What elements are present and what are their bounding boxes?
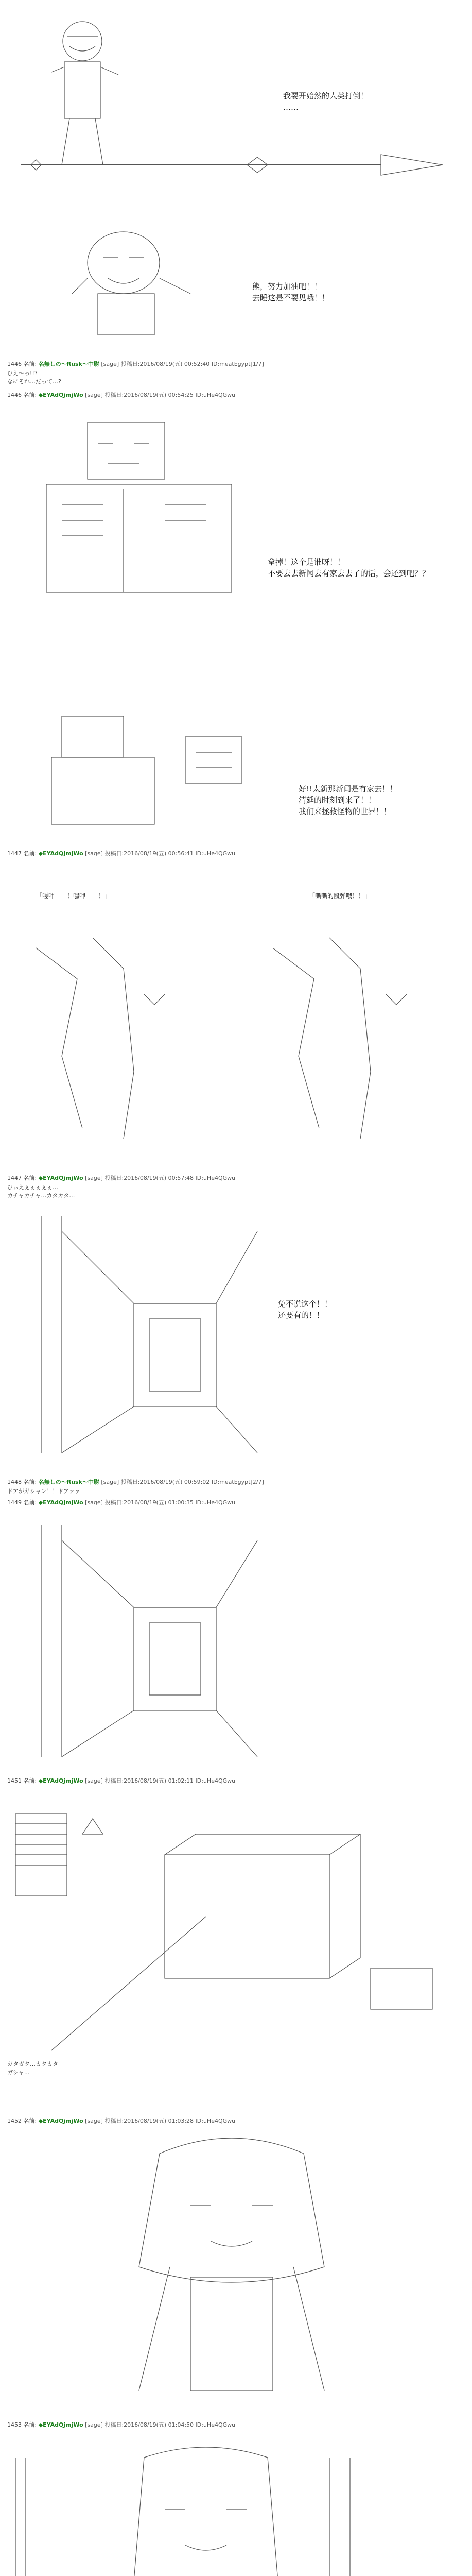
dialogue-line: 我们来拯救怪物的世界！！ xyxy=(299,807,392,816)
post-number: 1449 xyxy=(7,1499,22,1506)
dialogue-4 xyxy=(299,783,397,817)
post-header xyxy=(7,361,264,368)
post-header xyxy=(7,1777,235,1785)
dialogue-line: 我要开始然的人类打倒！ xyxy=(283,91,369,100)
dialogue-line: 清延的时刻到来了！！ xyxy=(299,795,376,805)
post-label: 名前: xyxy=(23,1175,37,1181)
post-meta: [sage] 投稿日:2016/08/19(五) 01:00:35 ID:uHe4QGwu xyxy=(85,1499,236,1506)
post-subline: ひえ〜っ!!? xyxy=(7,370,38,377)
post-number: 1446 xyxy=(7,392,22,398)
dialogue-2 xyxy=(252,281,329,303)
post-label: 名前: xyxy=(23,850,37,857)
dialogue-line: 还要有的！！ xyxy=(278,1311,325,1320)
dialogue-6 xyxy=(278,1298,332,1321)
ascii-art-panel-9 xyxy=(88,2133,376,2401)
dialogue-1 xyxy=(283,90,368,113)
dialogue-line: 免不说这个！！ xyxy=(278,1299,333,1309)
post-number: 1453 xyxy=(7,2421,22,2428)
post-number: 1447 xyxy=(7,850,22,857)
post-subline: カチャカチャ…カタカタ… xyxy=(7,1192,75,1199)
post-label: 名前: xyxy=(23,2117,37,2124)
ascii-art-panel-6 xyxy=(31,1211,268,1458)
post-subline: ドアがガシャン！！ドアァァ xyxy=(7,1488,80,1495)
post-header xyxy=(7,2421,235,2429)
ascii-art-panel-7 xyxy=(31,1520,268,1762)
ascii-art-panel-3 xyxy=(31,407,247,608)
post-subline: なにそれ…だって…? xyxy=(7,378,61,385)
post-subline: ガタガタ…カタカタ xyxy=(7,2061,58,2067)
post-meta: [sage] 投稿日:2016/08/19(五) 01:02:11 ID:uHe4QGwu xyxy=(85,1777,236,1784)
ascii-art-panel-8 xyxy=(10,1793,463,2061)
ascii-art-svg-1 xyxy=(21,10,463,180)
dialogue-line: …… xyxy=(283,103,299,112)
dialogue-line: 拿掉！这个是谁呀！！ xyxy=(268,557,345,567)
dialogue-line: 去睡这是不要见哦！！ xyxy=(252,293,330,302)
post-subline: ガシャ… xyxy=(7,2069,30,2076)
post-label: 名前: xyxy=(23,1499,37,1506)
post-meta: [sage] 投稿日:2016/08/19(五) 00:56:41 ID:uHe4QGwu xyxy=(85,850,236,857)
ascii-art-svg-3 xyxy=(31,407,247,608)
post-meta: [sage] 投稿日:2016/08/19(五) 01:04:50 ID:uHe4QGwu xyxy=(85,2421,236,2428)
post-number: 1446 xyxy=(7,361,22,367)
post-number: 1448 xyxy=(7,1479,22,1485)
dialogue-3 xyxy=(268,556,430,579)
ascii-art-svg-6 xyxy=(31,1211,268,1458)
ascii-art-svg-10 xyxy=(10,2437,401,2576)
ascii-art-panel-2 xyxy=(67,216,221,340)
post-meta: [sage] 投稿日:2016/08/19(五) 00:57:48 ID:uHe4QGwu xyxy=(85,1175,236,1181)
post-label: 名前: xyxy=(23,392,37,398)
speech-bubble-left: 「嘎呷——！嘿呷——！」 xyxy=(36,892,111,900)
post-label: 名前: xyxy=(23,1777,37,1784)
dialogue-line: 好!!太新那新闻是有家去！！ xyxy=(299,784,398,793)
post-meta: [sage] 投稿日:2016/08/19(五) 00:54:25 ID:uHe4QGwu xyxy=(85,392,236,398)
post-label: 名前: xyxy=(23,2421,37,2428)
ascii-art-svg-8 xyxy=(10,1793,463,2061)
ascii-art-panel-4 xyxy=(31,706,288,835)
post-header xyxy=(7,850,235,857)
post-meta: [sage] 投稿日:2016/08/19(五) 00:52:40 ID:meatEgypt[1/7] xyxy=(101,361,264,367)
post-meta: [sage] 投稿日:2016/08/19(五) 01:03:28 ID:uHe4QGwu xyxy=(85,2117,236,2124)
post-header xyxy=(7,392,235,399)
poster-name[interactable]: ◆EYAdQjmjWo xyxy=(38,2421,83,2428)
post-label: 名前: xyxy=(23,1479,37,1485)
post-number: 1452 xyxy=(7,2117,22,2124)
ascii-art-panel-10 xyxy=(10,2437,401,2576)
poster-name[interactable]: ◆EYAdQjmjWo xyxy=(38,392,83,398)
ascii-art-svg-5 xyxy=(15,927,458,1159)
ascii-art-svg-7 xyxy=(31,1520,268,1762)
post-meta: [sage] 投稿日:2016/08/19(五) 00:59:02 ID:meatEgypt[2/7] xyxy=(101,1479,264,1485)
post-header xyxy=(7,1499,235,1506)
poster-name[interactable]: ◆EYAdQjmjWo xyxy=(38,1777,83,1784)
post-header xyxy=(7,1479,264,1486)
poster-name[interactable]: ◆EYAdQjmjWo xyxy=(38,1499,83,1506)
dialogue-line: 不要去去新闻去有家去去了的话，会还到吧？？ xyxy=(268,569,430,578)
poster-name[interactable]: ◆EYAdQjmjWo xyxy=(38,850,83,857)
ascii-art-panel-1 xyxy=(21,10,463,180)
ascii-art-svg-4 xyxy=(31,706,288,835)
poster-name[interactable]: 名無しの～Rusk～中尉 xyxy=(38,361,99,367)
poster-name[interactable]: 名無しの～Rusk～中尉 xyxy=(38,1479,99,1485)
ascii-art-svg-9 xyxy=(88,2133,376,2401)
post-header xyxy=(7,2117,235,2125)
poster-name[interactable]: ◆EYAdQjmjWo xyxy=(38,2117,83,2124)
speech-bubble-right: 「嘶嘶的骰弹哦！！」 xyxy=(309,892,371,900)
post-number: 1447 xyxy=(7,1175,22,1181)
post-header xyxy=(7,1175,235,1182)
ascii-art-svg-2 xyxy=(67,216,221,340)
post-number: 1451 xyxy=(7,1777,22,1784)
post-subline: ひぃえぇぇぇぇぇ… xyxy=(7,1184,58,1191)
dialogue-line: 熊，努力加油吧！！ xyxy=(252,282,322,291)
poster-name[interactable]: ◆EYAdQjmjWo xyxy=(38,1175,83,1181)
post-label: 名前: xyxy=(23,361,37,367)
ascii-art-panel-5 xyxy=(15,927,458,1159)
